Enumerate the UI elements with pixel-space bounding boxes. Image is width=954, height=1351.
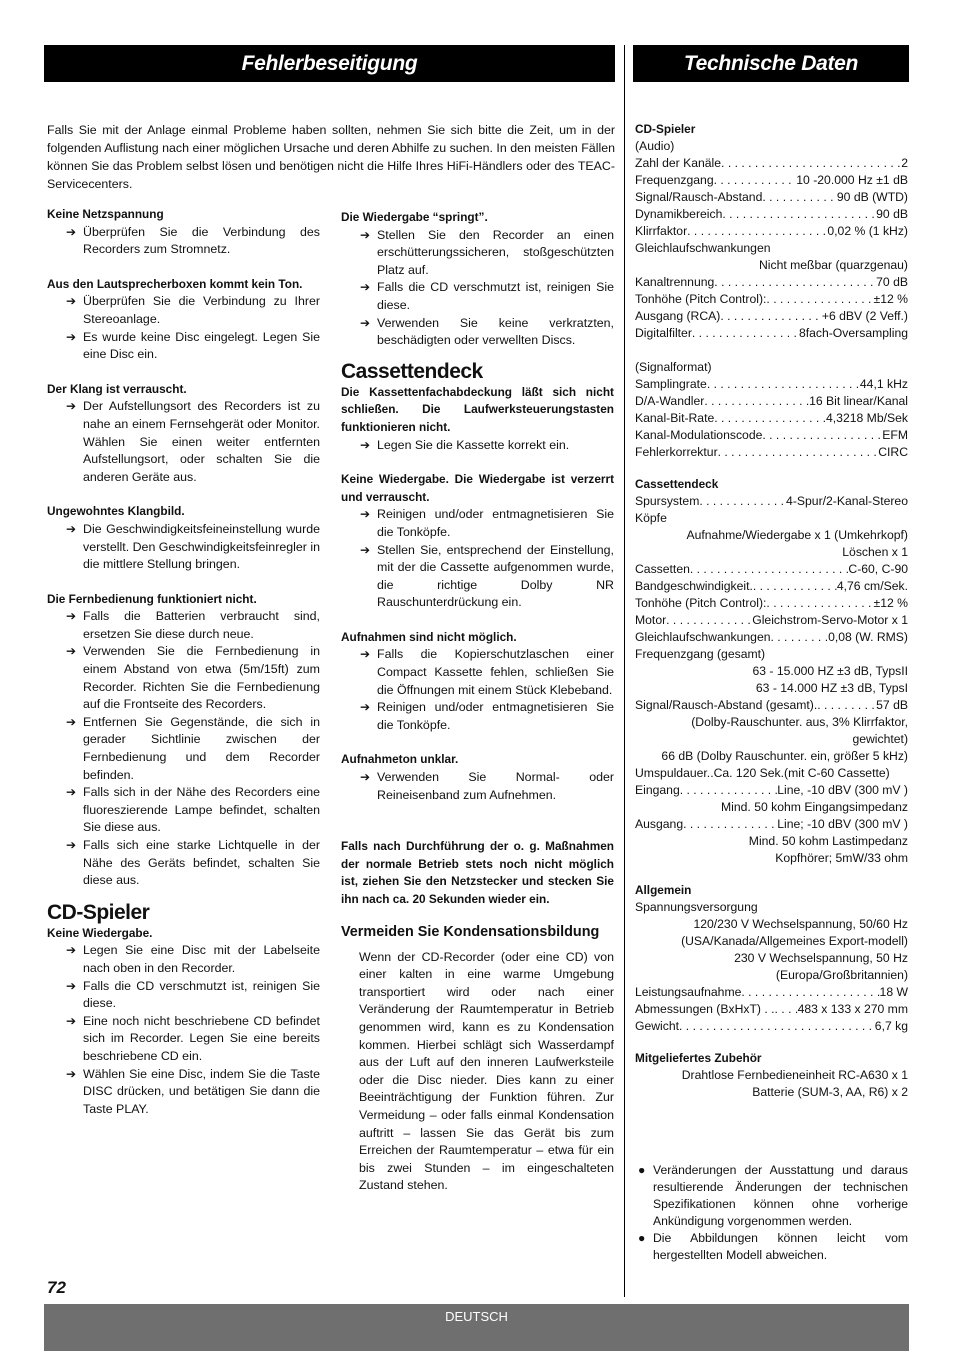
remedy-text: Falls sich eine starke Lichtquelle in der Nähe des Geräts befindet, schalten Sie diese aus. bbox=[83, 838, 320, 888]
final-note: Falls nach Durchführung der o. g. Maßnahmen der normale Betrieb stets noch nicht möglich ist, ziehen Sie den Netzstecker und stecken Sie ihn nach ca. 20 Sekunden wieder ein. bbox=[341, 839, 614, 906]
spec-label: Dynamikbereich bbox=[635, 207, 723, 221]
remedy-text: Falls die CD verschmutzt ist, reinigen Sie diese. bbox=[83, 978, 320, 1011]
spec-heading-general: Allgemein bbox=[635, 883, 692, 897]
spec-value: 16 Bit linear/Kanal bbox=[809, 394, 908, 408]
intro-paragraph: Falls Sie mit der Anlage einmal Probleme haben sollten, nehmen Sie sich bitte die Zeit, um in der folgenden Auflistung nach einer möglichen Ursache und deren Abhilfe zu suchen. In den meisten Fällen können Sie das Problem selbst lösen und benötigen nicht die Hilfe Ihres HiFi-Händlers oder des TEAC-Servicecenters. bbox=[47, 123, 615, 191]
spec-leader-dots bbox=[714, 410, 826, 427]
spec-leader-dots bbox=[714, 172, 797, 189]
spec-leader-dots bbox=[766, 291, 873, 308]
trouble-section bbox=[341, 629, 614, 735]
spec-snr-lines bbox=[635, 714, 908, 765]
spec-value: ±12 % bbox=[873, 596, 908, 610]
condensation-text: Wenn der CD-Recorder (oder eine CD) von einer kalten in eine warme Umgebung transportiert wird oder nach einer Veränderung der Raumtemperatur in Betrieb genommen wird, kann es zu Kondensation kommen. Hierbei schlägt sich Wasserdampf aus der Luft auf den inneren Laufwerksteile oder die Disc nieder. Dies kann zu einer Beeinträchtigung der Funktion führen. Zur Vermeidung – oder falls einmal Kondensation auftritt – lassen Sie das Gerät bis zum Erreichen der Raumtemperatur – etwa für ein bis zwei Stunden – im eingeschalteten Zustand stehen. bbox=[359, 949, 614, 1193]
arrow-right-icon: ➔ bbox=[66, 1066, 77, 1081]
remedy-item bbox=[47, 224, 320, 259]
spec-row bbox=[635, 206, 908, 223]
remedy-item bbox=[47, 643, 320, 713]
cassette-deck-heading: Cassettendeck bbox=[341, 359, 483, 383]
remedy-item bbox=[47, 293, 320, 328]
spec-line: 230 V Wechselspannung, 50 Hz bbox=[734, 951, 908, 965]
page-number: 72 bbox=[47, 1278, 66, 1297]
remedy-list bbox=[47, 608, 320, 890]
spec-audio-label: (Audio) bbox=[635, 139, 675, 153]
remedy-text: Entfernen Sie Gegenstände, die sich in gerader Sichtlinie zwischen der Fernbedienung und dem Recorder befinden. bbox=[83, 714, 320, 782]
remedy-text: Falls die Kopierschutzlaschen einer Compact Kassette fehlen, schließen Sie die Öffnungen mit einem Stück Klebeband. bbox=[377, 647, 614, 697]
spec-leader-dots bbox=[766, 595, 873, 612]
column-divider bbox=[624, 45, 625, 1297]
spec-leader-dots bbox=[687, 223, 827, 240]
spec-cd-rows-2 bbox=[635, 274, 908, 342]
spec-signal-rows bbox=[635, 376, 908, 461]
trouble-section bbox=[47, 381, 320, 487]
arrow-right-icon: ➔ bbox=[66, 294, 77, 309]
remedy-text: Es wurde keine Disc eingelegt. Legen Sie eine Disc ein. bbox=[83, 329, 320, 362]
remedy-item bbox=[341, 227, 614, 280]
spec-value: +6 dBV (2 Veff.) bbox=[821, 309, 908, 323]
spec-value: 90 dB bbox=[876, 207, 908, 221]
spec-leader-dots bbox=[762, 427, 882, 444]
spec-leader-dots bbox=[690, 561, 849, 578]
trouble-section bbox=[341, 209, 614, 350]
spec-cd-rows bbox=[635, 155, 908, 240]
bullet-icon: ● bbox=[638, 1231, 646, 1245]
remedy-item bbox=[47, 398, 320, 486]
spec-line: 66 dB (Dolby Rauschunter. ein, größer 5 kHz) bbox=[661, 749, 908, 763]
footer-language-bar bbox=[44, 1304, 909, 1351]
spec-leader-dots bbox=[771, 629, 829, 646]
remedy-text: Überprüfen Sie die Verbindung zu Ihrer Stereoanlage. bbox=[83, 294, 320, 326]
spec-input-row bbox=[635, 782, 908, 799]
remedy-item bbox=[341, 542, 614, 612]
arrow-right-icon: ➔ bbox=[66, 1013, 77, 1028]
spec-general-rows bbox=[635, 984, 908, 1035]
trouble-heading: Ungewohntes Klangbild. bbox=[47, 504, 185, 519]
spec-leader-dots bbox=[714, 274, 876, 291]
bullet-icon: ● bbox=[638, 1163, 646, 1177]
spec-value: EFM bbox=[882, 428, 908, 442]
spec-row bbox=[635, 1018, 908, 1035]
trouble-heading: Keine Wiedergabe. bbox=[47, 925, 153, 940]
spec-value: 4-Spur/2-Kanal-Stereo bbox=[786, 494, 908, 508]
spec-line: Aufnahme/Wiedergabe x 1 (Umkehrkopf) bbox=[686, 528, 908, 542]
remedy-item bbox=[47, 942, 320, 977]
trouble-section bbox=[341, 384, 614, 454]
spec-row bbox=[635, 612, 908, 629]
spec-row bbox=[635, 189, 908, 206]
condensation-heading: Vermeiden Sie Kondensationsbildung bbox=[341, 923, 600, 940]
remedy-text: Verwenden Sie Normal- oder Reineisenband zum Aufnehmen. bbox=[377, 770, 614, 802]
trouble-heading: Die Wiedergabe “springt”. bbox=[341, 210, 488, 224]
remedy-item bbox=[47, 1066, 320, 1119]
remedy-list bbox=[47, 398, 320, 486]
spec-heading-cd: CD-Spieler bbox=[635, 122, 696, 136]
spec-value: 70 dB bbox=[876, 275, 908, 289]
trouble-section bbox=[47, 591, 320, 890]
spec-value: 4,76 cm/Sek. bbox=[836, 579, 908, 593]
spec-value: ±12 % bbox=[873, 292, 908, 306]
remedy-text: Wählen Sie eine Disc, indem Sie die Taste DISC drücken, und betätigen Sie dann die Taste PLAY. bbox=[83, 1066, 320, 1116]
spec-line: gewichtet) bbox=[852, 732, 908, 746]
spec-row bbox=[635, 578, 908, 595]
remedy-text: Eine noch nicht beschriebene CD befindet sich im Recorder. Legen Sie eine bereits beschriebene CD ein. bbox=[83, 1013, 320, 1063]
spec-row bbox=[635, 291, 908, 308]
arrow-right-icon: ➔ bbox=[360, 437, 371, 452]
spec-label: Kanal-Modulationscode bbox=[635, 428, 763, 442]
spec-label: Fehlerkorrektur bbox=[635, 445, 718, 459]
remedy-list bbox=[47, 293, 320, 363]
remedy-item bbox=[47, 1013, 320, 1066]
spec-label: D/A-Wandler bbox=[635, 394, 705, 408]
remedy-list bbox=[341, 506, 614, 612]
spec-line: Löschen x 1 bbox=[842, 545, 908, 559]
trouble-heading: Keine Wiedergabe. Die Wiedergabe ist verzerrt und verrauscht. bbox=[341, 472, 614, 504]
language-label: DEUTSCH bbox=[445, 1309, 508, 1324]
trouble-heading: Der Klang ist verrauscht. bbox=[47, 381, 187, 396]
spec-line: (USA/Kanada/Allgemeines Export-modell) bbox=[681, 934, 908, 948]
spec-row bbox=[635, 782, 908, 799]
arrow-right-icon: ➔ bbox=[66, 978, 77, 993]
arrow-right-icon: ➔ bbox=[66, 644, 77, 659]
spec-value: Gleichstrom-Servo-Motor x 1 bbox=[752, 613, 908, 627]
remedy-item bbox=[341, 506, 614, 541]
spec-line: 63 - 14.000 HZ ±3 dB, TypsI bbox=[755, 681, 908, 695]
trouble-section bbox=[341, 751, 614, 804]
remedy-item bbox=[341, 699, 614, 734]
remedy-text: Die Geschwindigkeitsfeineinstellung wurde verstellt. Den Geschwindigkeitsfeinregler in die mittlere Stellung bringen. bbox=[83, 521, 320, 572]
trouble-section bbox=[47, 206, 320, 259]
spec-leader-dots bbox=[722, 206, 876, 223]
spec-value: 10 -20.000 Hz ±1 dB bbox=[796, 173, 908, 187]
spec-leader-dots bbox=[707, 376, 860, 393]
spec-leader-dots bbox=[666, 612, 752, 629]
remedy-text: Reinigen und/oder entmagnetisieren Sie die Tonköpfe. bbox=[377, 507, 614, 539]
spec-snr-row bbox=[635, 697, 908, 714]
remedy-list bbox=[47, 942, 320, 1118]
spec-label: Signal/Rausch-Abstand (gesamt). bbox=[635, 698, 818, 712]
spec-note bbox=[635, 1230, 908, 1264]
spec-leader-dots bbox=[817, 697, 876, 714]
spec-value: 4,3218 Mb/Sek bbox=[826, 411, 908, 425]
spec-label: Ausgang bbox=[635, 817, 684, 831]
spec-value: 18 W bbox=[879, 985, 908, 999]
spec-heading-cassette: Cassettendeck bbox=[635, 477, 719, 491]
spec-row bbox=[635, 274, 908, 291]
arrow-right-icon: ➔ bbox=[66, 329, 77, 344]
spec-label: Klirrfaktor bbox=[635, 224, 688, 238]
spec-label: Gleichlaufschwankungen bbox=[635, 630, 771, 644]
remedy-item bbox=[47, 714, 320, 784]
spec-leader-dots bbox=[699, 493, 786, 510]
remedy-text: Falls die Batterien verbraucht sind, ersetzen Sie diese durch neue. bbox=[83, 609, 320, 641]
spec-value: 0,02 % (1 kHz) bbox=[827, 224, 908, 238]
spec-wow-value: Nicht meßbar (quarzgenau) bbox=[758, 258, 908, 272]
remedy-item bbox=[47, 521, 320, 574]
troubleshooting-column-1 bbox=[47, 206, 320, 1118]
remedy-item bbox=[47, 978, 320, 1013]
cd-player-heading: CD-Spieler bbox=[47, 900, 150, 924]
cassette-troubleshooting bbox=[341, 384, 614, 804]
arrow-right-icon: ➔ bbox=[66, 943, 77, 958]
spec-heads-label: Köpfe bbox=[635, 511, 667, 525]
spec-value: Line; -10 dBV (300 mV ) bbox=[777, 817, 908, 831]
spec-label: Leistungsaufnahme bbox=[635, 985, 742, 999]
spec-freq-lines bbox=[635, 663, 908, 697]
spec-line: Batterie (SUM-3, AA, R6) x 2 bbox=[752, 1085, 908, 1099]
remedy-list bbox=[47, 521, 320, 574]
spec-row bbox=[635, 444, 908, 461]
spec-accessories-lines bbox=[635, 1067, 908, 1101]
spec-line: (Dolby-Rauschunter. aus, 3% Klirrfaktor, bbox=[691, 715, 908, 729]
spec-value: 483 x 133 x 270 mm bbox=[797, 1002, 908, 1016]
title-bar-technische-daten bbox=[633, 45, 909, 82]
trouble-heading: Aufnahmeton unklar. bbox=[341, 752, 459, 767]
spec-value: Line, -10 dBV (300 mV ) bbox=[777, 783, 908, 797]
spec-value: 6,7 kg bbox=[874, 1019, 908, 1033]
spec-label: Kanaltrennung bbox=[635, 275, 715, 289]
spec-value: 44,1 kHz bbox=[859, 377, 908, 391]
remedy-list bbox=[341, 646, 614, 734]
spec-label: Tonhöhe (Pitch Control): bbox=[635, 596, 767, 610]
remedy-text: Falls sich in der Nähe des Recorders eine fluoreszierende Lampe befindet, schalten Sie diese aus. bbox=[83, 785, 320, 835]
spec-line: Drahtlose Fernbedieneinheit RC-A630 x 1 bbox=[681, 1068, 908, 1082]
spec-leader-dots bbox=[741, 984, 879, 1001]
spec-label: Motor bbox=[635, 613, 667, 627]
arrow-right-icon: ➔ bbox=[360, 280, 371, 295]
arrow-right-icon: ➔ bbox=[360, 507, 371, 522]
remedy-item bbox=[341, 646, 614, 699]
trouble-heading: Die Fernbedienung funktioniert nicht. bbox=[47, 591, 257, 606]
spec-output-lines bbox=[635, 833, 908, 867]
spec-leader-dots bbox=[704, 393, 809, 410]
spec-value: C-60, C-90 bbox=[848, 562, 908, 576]
spec-value: 0,08 (W. RMS) bbox=[828, 630, 908, 644]
spec-row bbox=[635, 223, 908, 240]
spec-note-text: Die Abbildungen können leicht vom hergestellten Modell abweichen. bbox=[653, 1231, 908, 1262]
spec-wow-label: Gleichlaufschwankungen bbox=[635, 241, 771, 255]
trouble-heading: Die Kassettenfachabdeckung läßt sich nicht schließen. Die Laufwerksteuerungstasten funktionieren nicht. bbox=[341, 384, 614, 434]
spec-leader-dots bbox=[718, 444, 879, 461]
remedy-list bbox=[341, 227, 614, 350]
spec-label: Gewicht bbox=[635, 1019, 680, 1033]
remedy-item bbox=[47, 329, 320, 364]
spec-row bbox=[635, 172, 908, 189]
trouble-heading: Keine Netzspannung bbox=[47, 207, 164, 221]
trouble-section bbox=[47, 276, 320, 364]
spec-note bbox=[635, 1162, 908, 1230]
spec-row bbox=[635, 493, 908, 510]
trouble-heading: Aus den Lautsprecherboxen kommt kein Ton. bbox=[47, 276, 303, 291]
spec-heading-accessories: Mitgeliefertes Zubehör bbox=[635, 1051, 762, 1065]
remedy-item bbox=[341, 769, 614, 804]
spec-row bbox=[635, 816, 908, 833]
spec-row bbox=[635, 984, 908, 1001]
spec-row bbox=[635, 155, 908, 172]
spec-leader-dots bbox=[753, 578, 837, 595]
spec-row bbox=[635, 1001, 908, 1018]
spec-label: Cassetten bbox=[635, 562, 690, 576]
spec-power-lines bbox=[635, 916, 908, 984]
remedy-list bbox=[47, 224, 320, 259]
technical-data-column bbox=[635, 121, 908, 1264]
spec-label: Frequenzgang bbox=[635, 173, 714, 187]
arrow-right-icon: ➔ bbox=[360, 647, 371, 662]
remedy-item bbox=[341, 279, 614, 314]
spec-leader-dots bbox=[775, 1001, 798, 1018]
spec-label: Samplingrate bbox=[635, 377, 707, 391]
trouble-section bbox=[47, 503, 320, 573]
arrow-right-icon: ➔ bbox=[360, 227, 371, 242]
spec-label: Bandgeschwindigkeit. bbox=[635, 579, 753, 593]
spec-heads-lines bbox=[635, 527, 908, 561]
remedy-item bbox=[47, 608, 320, 643]
remedy-list bbox=[341, 437, 614, 455]
spec-freq-label: Frequenzgang (gesamt) bbox=[635, 647, 766, 661]
spec-row bbox=[635, 697, 908, 714]
spec-row bbox=[635, 308, 908, 325]
spec-line: 63 - 15.000 HZ ±3 dB, TypsII bbox=[752, 664, 908, 678]
spec-line: Mind. 50 kohm Lastimpedanz bbox=[748, 834, 908, 848]
arrow-right-icon: ➔ bbox=[66, 521, 77, 536]
remedy-item bbox=[341, 437, 614, 455]
arrow-right-icon: ➔ bbox=[360, 542, 371, 557]
spec-value: 57 dB bbox=[876, 698, 908, 712]
spec-label: Signal/Rausch-Abstand bbox=[635, 190, 763, 204]
spec-leader-dots bbox=[762, 189, 837, 206]
arrow-right-icon: ➔ bbox=[66, 714, 77, 729]
cd-troubleshooting bbox=[47, 925, 320, 1119]
spec-track-row bbox=[635, 493, 908, 510]
spec-leader-dots bbox=[692, 325, 799, 342]
remedy-text: Verwenden Sie die Fernbedienung in einem Abstand von etwa (5m/15ft) zum Recorder. Richten Sie die Fernbedienung auf die Frontseite des Recorders. bbox=[83, 644, 320, 712]
spec-row bbox=[635, 410, 908, 427]
spec-leader-dots bbox=[680, 782, 778, 799]
trouble-section bbox=[47, 925, 320, 1119]
spec-row bbox=[635, 427, 908, 444]
trouble-section bbox=[341, 471, 614, 612]
spec-label: Spursystem bbox=[635, 494, 700, 508]
jump-section bbox=[341, 209, 614, 350]
spec-row bbox=[635, 561, 908, 578]
remedy-text: Stellen Sie, entsprechend der Einstellung, mit der die Cassette aufgenommen wurde, die richtige Dolby NR Rauschunterdrückung ein. bbox=[377, 542, 614, 610]
spec-value: CIRC bbox=[878, 445, 908, 459]
spec-label: Abmessungen (BxHxT) . . bbox=[635, 1002, 775, 1016]
spec-notes bbox=[635, 1162, 908, 1264]
section-title: Technische Daten bbox=[683, 52, 859, 75]
remedy-text: Falls die CD verschmutzt ist, reinigen Sie diese. bbox=[377, 280, 614, 312]
spec-label: Eingang bbox=[635, 783, 680, 797]
spec-row bbox=[635, 376, 908, 393]
spec-value: 90 dB (WTD) bbox=[836, 190, 908, 204]
troubleshooting-list bbox=[47, 206, 320, 890]
spec-line: (Europa/Großbritannien) bbox=[775, 968, 908, 982]
title-bar-fehlerbeseitigung bbox=[44, 45, 615, 82]
spec-leader-dots bbox=[683, 816, 777, 833]
spec-row bbox=[635, 325, 908, 342]
spec-label: Zahl der Kanäle bbox=[635, 156, 722, 170]
spec-input-line: Mind. 50 kohm Eingangsimpedanz bbox=[721, 800, 908, 814]
spec-power-label: Spannungsversorgung bbox=[635, 900, 758, 914]
spec-note-text: Veränderungen der Ausstattung und daraus resultierende Änderungen der technischen Spezifikationen können ohne vorherige Ankündigung vorgenommen werden. bbox=[653, 1163, 908, 1228]
spec-row bbox=[635, 595, 908, 612]
spec-output-row bbox=[635, 816, 908, 833]
spec-value: 2 bbox=[901, 156, 908, 170]
remedy-list bbox=[341, 769, 614, 804]
remedy-item bbox=[47, 784, 320, 837]
trouble-heading: Aufnahmen sind nicht möglich. bbox=[341, 629, 517, 644]
spec-leader-dots bbox=[679, 1018, 875, 1035]
spec-signal-label: (Signalformat) bbox=[635, 360, 712, 374]
arrow-right-icon: ➔ bbox=[66, 838, 77, 852]
spec-row bbox=[635, 629, 908, 646]
spec-line: 120/230 V Wechselspannung, 50/60 Hz bbox=[693, 917, 908, 931]
remedy-text: Stellen Sie den Recorder an einen erschütterungssicheren, stoßgeschützten Platz auf. bbox=[377, 227, 614, 277]
remedy-text: Legen Sie die Kassette korrekt ein. bbox=[377, 437, 570, 452]
spec-label: Tonhöhe (Pitch Control): bbox=[635, 292, 767, 306]
arrow-right-icon: ➔ bbox=[66, 609, 77, 624]
arrow-right-icon: ➔ bbox=[360, 315, 371, 330]
remedy-text: Überprüfen Sie die Verbindung des Recorders zum Stromnetz. bbox=[83, 224, 320, 257]
spec-leader-dots bbox=[721, 155, 901, 172]
spec-row bbox=[635, 393, 908, 410]
arrow-right-icon: ➔ bbox=[66, 785, 77, 800]
spec-cassette-rows bbox=[635, 561, 908, 646]
remedy-text: Reinigen und/oder entmagnetisieren Sie die Tonköpfe. bbox=[377, 700, 614, 732]
section-title: Fehlerbeseitigung bbox=[241, 52, 418, 75]
troubleshooting-column-2 bbox=[341, 209, 614, 1195]
spec-leader-dots bbox=[720, 308, 821, 325]
arrow-right-icon: ➔ bbox=[360, 700, 371, 715]
remedy-text: Der Aufstellungsort des Recorders ist zu nahe an einem Fernsehgerät oder Monitor. Wählen Sie einen weiter entfernten Aufstellungsort, oder schalten Sie die anderen Geräte aus. bbox=[83, 399, 320, 484]
remedy-text: Legen Sie eine Disc mit der Labelseite nach oben in den Recorder. bbox=[83, 943, 320, 975]
spec-value: 8fach-Oversampling bbox=[798, 326, 908, 340]
spec-line: Kopfhörer; 5mW/33 ohm bbox=[775, 851, 908, 865]
arrow-right-icon: ➔ bbox=[66, 399, 77, 414]
arrow-right-icon: ➔ bbox=[360, 770, 371, 785]
arrow-right-icon: ➔ bbox=[66, 224, 77, 239]
spec-label: Ausgang (RCA) bbox=[635, 309, 721, 323]
spec-rewind: Umspuldauer..Ca. 120 Sek.(mit C-60 Cassette) bbox=[635, 766, 890, 780]
remedy-item bbox=[47, 837, 320, 890]
remedy-item bbox=[341, 315, 614, 350]
remedy-text: Verwenden Sie keine verkratzten, beschädigten oder verwellten Discs. bbox=[377, 315, 614, 348]
spec-label: Kanal-Bit-Rate bbox=[635, 411, 715, 425]
spec-label: Digitalfilter bbox=[635, 326, 692, 340]
